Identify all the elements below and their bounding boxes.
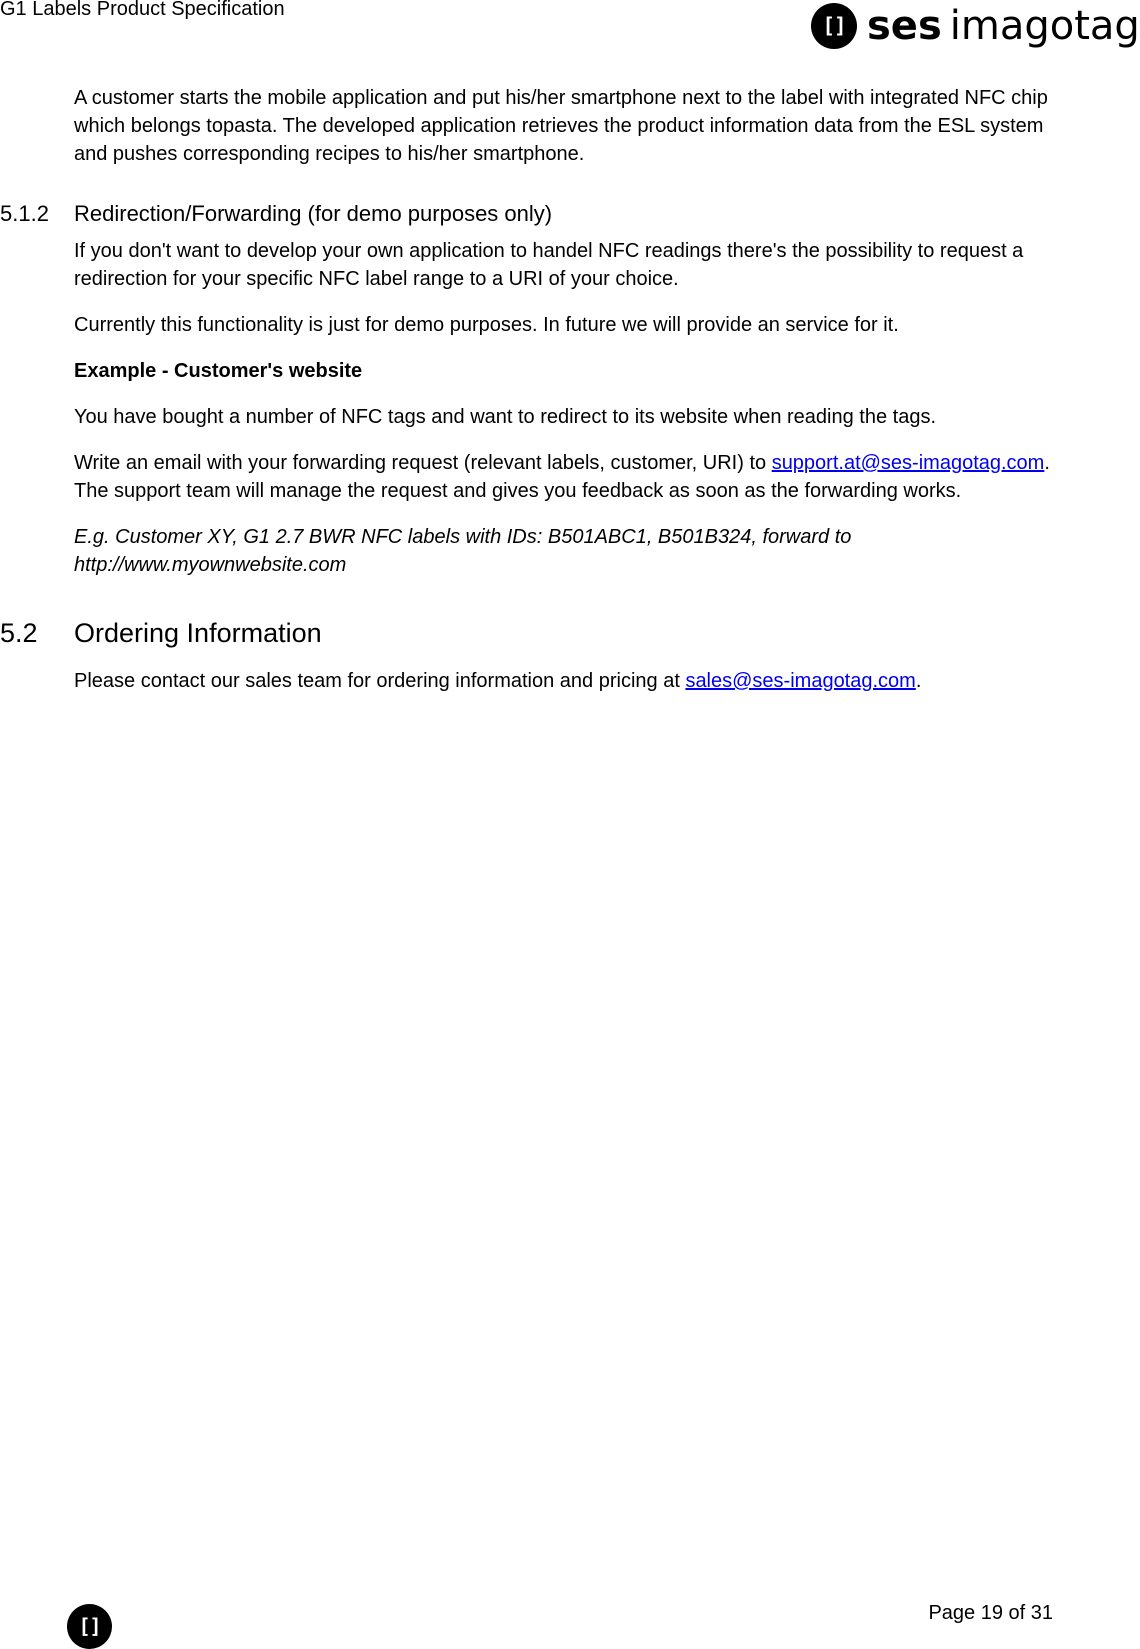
email-request-text-before: Write an email with your forwarding request (relevant labels, customer, URI) to: [74, 452, 772, 474]
document-header-title: G1 Labels Product Specification: [0, 0, 285, 20]
sales-email-link[interactable]: sales@ses-imagotag.com: [685, 670, 916, 692]
email-request-text-after: . The support team will manage the request and gives you feedback as soon as the forwarding works.: [74, 452, 1050, 502]
demo-purposes-paragraph: Currently this functionality is just for demo purposes. In future we will provide an service for it.: [74, 314, 899, 336]
redirection-paragraph: If you don't want to develop your own application to handel NFC readings there's the possibility to request a redirection for your specific NFC label range to a URI of your choice.: [74, 240, 1024, 290]
example-italic-paragraph: E.g. Customer XY, G1 2.7 BWR NFC labels with IDs: B501ABC1, B501B324, forward to http://www.myownwebsite.com: [74, 526, 852, 576]
section-5-2-heading: [0, 615, 1054, 651]
example-heading: Example - Customer's website: [74, 360, 363, 382]
email-request-paragraph: [74, 449, 1054, 505]
ordering-paragraph: [74, 667, 1054, 695]
intro-paragraph: A customer starts the mobile application and put his/her smartphone next to the label with integrated NFC chip which belongs topasta. The developed application retrieves the product information data from the ESL system and pushes corresponding recipes to his/her smartphone.: [74, 87, 1048, 165]
section-5-1-2-heading: [0, 199, 1054, 229]
ses-imagotag-logo-icon: []: [811, 3, 857, 49]
page-number: Page 19 of 31: [928, 1602, 1053, 1624]
section-number: 5.2: [0, 618, 38, 648]
ordering-text-before: Please contact our sales team for ordering information and pricing at: [74, 670, 686, 692]
logo-wordmark: [867, 3, 1140, 49]
ses-imagotag-logo: [811, 3, 1140, 49]
footer-logo-icon: []: [67, 1604, 112, 1649]
section-number: 5.1.2: [0, 201, 49, 226]
ordering-text-after: .: [915, 670, 922, 692]
document-body: [0, 84, 1054, 695]
section-title: Ordering Information: [74, 618, 322, 648]
logo-word-light: imagotag: [949, 3, 1140, 49]
logo-word-bold: ses: [867, 3, 942, 49]
section-title: Redirection/Forwarding (for demo purposes only): [74, 201, 553, 226]
nfc-tags-paragraph: You have bought a number of NFC tags and want to redirect to its website when reading the tags.: [74, 406, 937, 428]
support-email-link[interactable]: support.at@ses-imagotag.com: [771, 452, 1045, 474]
